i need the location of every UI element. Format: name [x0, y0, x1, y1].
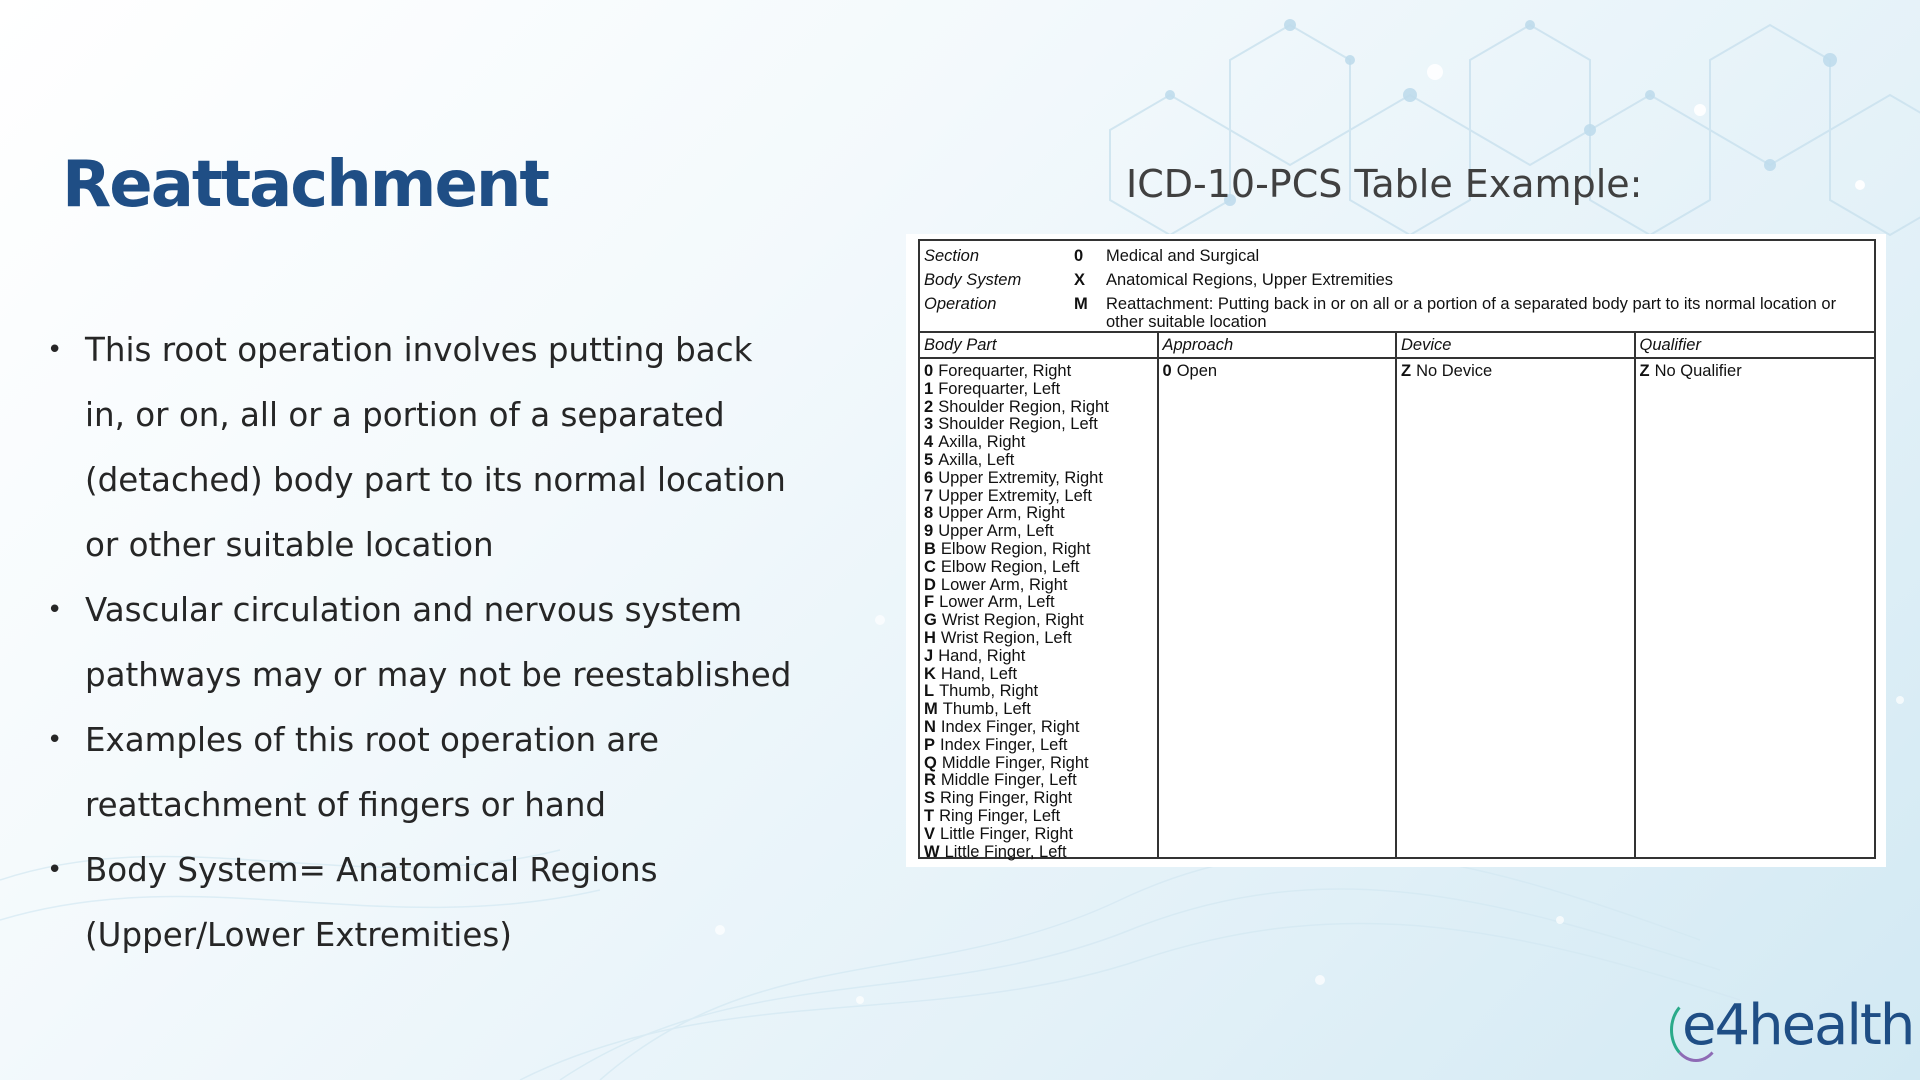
header-code: X: [1074, 271, 1086, 289]
table-entry: [924, 737, 1157, 755]
bullet-list: [42, 318, 802, 968]
header-desc: Anatomical Regions, Upper Extremities: [1106, 271, 1394, 289]
entry-text: Shoulder Region, Right: [938, 397, 1109, 416]
pcs-table: [918, 239, 1876, 859]
entry-text: Lower Arm, Left: [939, 593, 1055, 612]
bullet-item: • Vascular circulation and nervous system pathways may or may not be reestablished: [42, 578, 802, 708]
table-entry: [924, 541, 1157, 559]
entry-text: Elbow Region, Right: [940, 539, 1091, 558]
entry-text: Forequarter, Right: [938, 362, 1072, 380]
bullet-item: • This root operation involves putting back in, or on, all or a portion of a separated (detached) body part to its normal location or other suitable location: [42, 318, 802, 578]
entry-code: Z: [1639, 362, 1650, 380]
entry-code: J: [924, 646, 934, 665]
table-entry: [924, 790, 1157, 808]
entry-code: 2: [924, 397, 934, 416]
entry-text: Open: [1176, 362, 1218, 380]
entry-text: Forequarter, Left: [938, 379, 1061, 398]
header-label: Operation: [924, 295, 997, 313]
entry-code: T: [924, 806, 935, 825]
entry-text: Thumb, Left: [942, 700, 1031, 719]
entry-code: N: [924, 717, 936, 736]
header-row-body-system: [924, 271, 1874, 289]
entry-text: Ring Finger, Left: [939, 806, 1061, 825]
entry-text: Wrist Region, Left: [940, 628, 1072, 647]
entry-text: Hand, Right: [938, 646, 1026, 665]
table-entry: [924, 416, 1157, 434]
table-entry: [924, 559, 1157, 577]
header-desc: Reattachment: Putting back in or on all or a portion of a separated body part to its normal location or other suitable location: [1106, 295, 1837, 331]
column-header: Approach: [1159, 333, 1396, 359]
entry-code: Z: [1401, 362, 1412, 380]
entry-code: K: [924, 664, 936, 683]
e4health-logo: [1668, 990, 1914, 1070]
header-code: 0: [1074, 247, 1084, 265]
table-entry: [924, 630, 1157, 648]
entry-text: Middle Finger, Left: [940, 771, 1077, 790]
header-row-section: [924, 247, 1874, 265]
table-entry: [924, 772, 1157, 790]
table-entry: [1163, 363, 1396, 381]
entry-code: Q: [924, 753, 937, 772]
entry-code: 5: [924, 450, 934, 469]
table-entry: [924, 523, 1157, 541]
entry-code: 4: [924, 433, 934, 452]
entry-text: Upper Extremity, Right: [938, 468, 1103, 487]
entry-code: R: [924, 771, 936, 790]
table-entry: [924, 577, 1157, 595]
entry-code: 7: [924, 486, 934, 505]
table-entry: [924, 381, 1157, 399]
entry-text: Index Finger, Left: [940, 735, 1068, 754]
column-header: Body Part: [920, 333, 1157, 359]
header-desc: Medical and Surgical: [1106, 247, 1260, 265]
header-label: Section: [924, 247, 980, 265]
table-entry: [924, 683, 1157, 701]
table-entry: [924, 434, 1157, 452]
entry-text: Little Finger, Left: [944, 842, 1067, 861]
bullet-item: • Body System= Anatomical Regions (Upper/Lower Extremities): [42, 838, 802, 968]
entry-text: Axilla, Right: [938, 433, 1026, 452]
entry-code: 6: [924, 468, 934, 487]
entry-code: F: [924, 593, 935, 612]
table-entry: [1401, 363, 1634, 381]
entry-code: W: [924, 842, 940, 861]
entry-text: Ring Finger, Right: [940, 789, 1073, 808]
table-entry: [924, 363, 1157, 381]
pcs-table-grid: [920, 333, 1874, 861]
table-entry: [924, 470, 1157, 488]
table-entry: [924, 826, 1157, 844]
column-header: Qualifier: [1636, 333, 1875, 359]
entry-code: 3: [924, 415, 934, 434]
table-entry: [924, 701, 1157, 719]
table-entry: [924, 755, 1157, 773]
bullet-item: • Examples of this root operation are reattachment of fingers or hand: [42, 708, 802, 838]
entry-code: C: [924, 557, 936, 576]
entry-code: G: [924, 611, 937, 630]
entry-code: D: [924, 575, 936, 594]
entry-code: S: [924, 789, 936, 808]
entry-code: P: [924, 735, 936, 754]
header-row-operation: [924, 295, 1874, 331]
entry-text: Lower Arm, Right: [940, 575, 1068, 594]
entry-text: Index Finger, Right: [940, 717, 1080, 736]
entry-text: Little Finger, Right: [940, 824, 1073, 843]
entry-code: 8: [924, 504, 934, 523]
entry-code: 0: [924, 362, 934, 380]
table-entry: [924, 648, 1157, 666]
table-entry: [924, 594, 1157, 612]
entry-text: Upper Arm, Right: [938, 504, 1065, 523]
entry-text: Upper Arm, Left: [938, 522, 1054, 541]
entry-text: Elbow Region, Left: [940, 557, 1080, 576]
logo-text: e4health: [1682, 993, 1914, 1058]
entry-code: L: [924, 682, 935, 701]
entry-text: No Qualifier: [1654, 362, 1742, 380]
header-code: M: [1074, 295, 1088, 313]
table-example-title: ICD-10-PCS Table Example:: [1126, 162, 1643, 206]
column-approach: [1159, 333, 1398, 857]
table-entry: [924, 808, 1157, 826]
entry-text: Axilla, Left: [938, 450, 1015, 469]
table-entry: [924, 399, 1157, 417]
column-qualifier: [1636, 333, 1875, 857]
column-entries: [920, 359, 1157, 861]
table-entry: [924, 612, 1157, 630]
entry-text: Thumb, Right: [939, 682, 1039, 701]
entry-text: Upper Extremity, Left: [938, 486, 1092, 505]
entry-code: 0: [1162, 362, 1172, 380]
column-entries: [1159, 359, 1396, 381]
entry-code: M: [924, 700, 938, 719]
table-entry: [924, 452, 1157, 470]
entry-text: Shoulder Region, Left: [938, 415, 1098, 434]
slide-title: Reattachment: [62, 148, 548, 222]
entry-code: 9: [924, 522, 934, 541]
table-entry: [924, 666, 1157, 684]
table-entry: [1640, 363, 1875, 381]
header-label: Body System: [924, 271, 1022, 289]
entry-code: V: [924, 824, 936, 843]
column-body-part: [920, 333, 1159, 861]
table-entry: [924, 488, 1157, 506]
entry-code: B: [924, 539, 936, 558]
entry-code: 1: [924, 379, 934, 398]
table-entry: [924, 719, 1157, 737]
column-entries: [1636, 359, 1875, 381]
entry-text: Hand, Left: [940, 664, 1018, 683]
table-entry: [924, 844, 1157, 862]
column-header: Device: [1397, 333, 1634, 359]
table-entry: [924, 505, 1157, 523]
pcs-table-header: [920, 241, 1874, 333]
column-device: [1397, 333, 1636, 857]
column-entries: [1397, 359, 1634, 381]
pcs-table-image: [906, 234, 1886, 867]
entry-text: Middle Finger, Right: [941, 753, 1089, 772]
entry-code: H: [924, 628, 936, 647]
entry-text: Wrist Region, Right: [941, 611, 1084, 630]
entry-text: No Device: [1416, 362, 1493, 380]
